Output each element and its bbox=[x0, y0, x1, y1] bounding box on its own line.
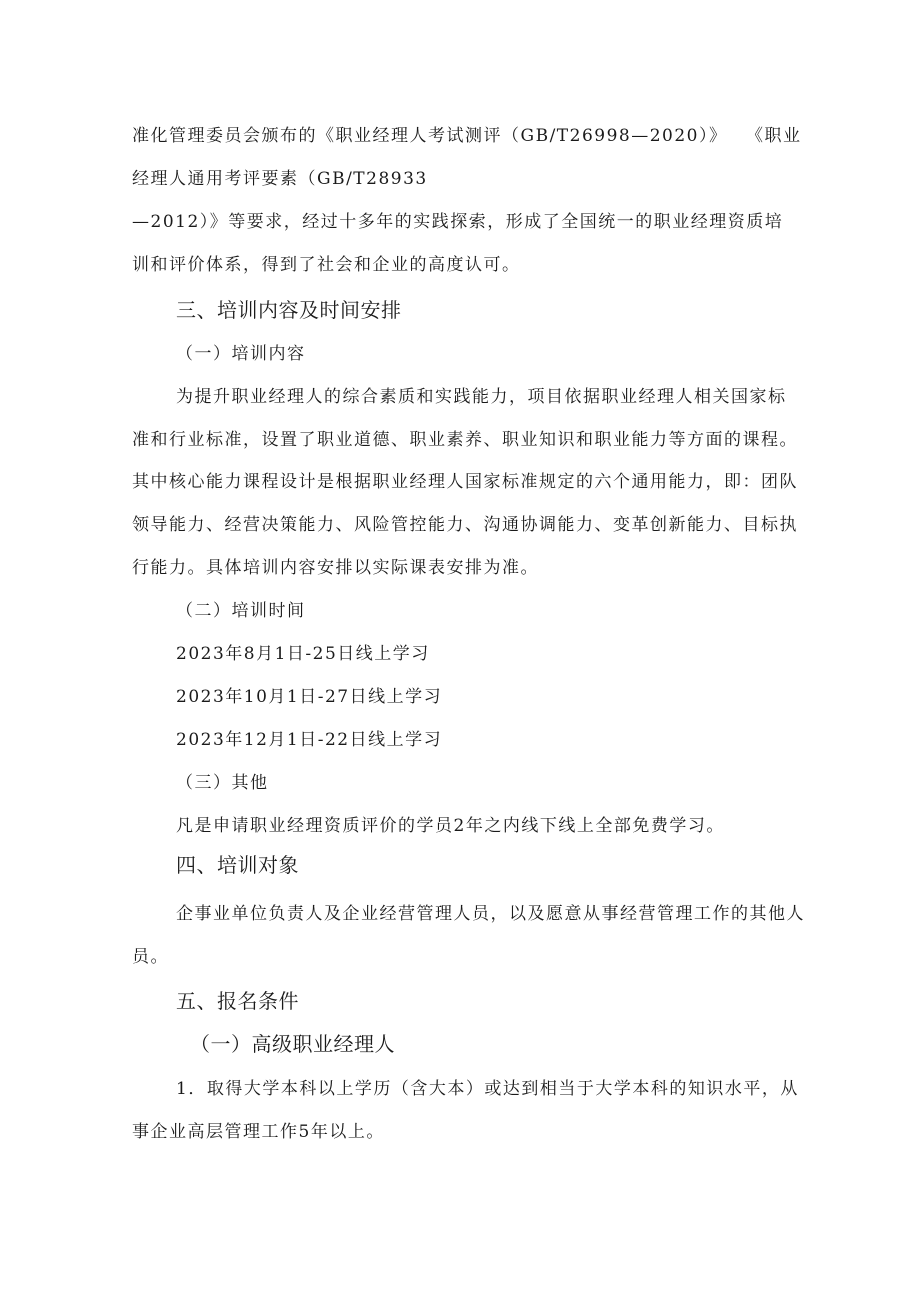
training-date-2: 2023年10月1日-27日线上学习 bbox=[176, 687, 443, 707]
training-date-1: 2023年8月1日-25日线上学习 bbox=[176, 644, 430, 664]
section-5-title: 五、报名条件 bbox=[176, 989, 299, 1013]
section-4-title: 四、培训对象 bbox=[176, 853, 299, 877]
section-3-sub-1-line-5: 行能力。具体培训内容安排以实际课表安排为准。 bbox=[132, 558, 539, 578]
section-5-sub-1-title: （一）高级职业经理人 bbox=[190, 1032, 395, 1056]
section-3-sub-1-line-3: 其中核心能力课程设计是根据职业经理人国家标准规定的六个通用能力，即：团队 bbox=[132, 472, 798, 492]
section-5-item-1-line-2: 事企业高层管理工作5年以上。 bbox=[132, 1122, 385, 1142]
section-3-title: 三、培训内容及时间安排 bbox=[176, 298, 402, 322]
section-3-sub-3-text: 凡是申请职业经理资质评价的学员2年之内线下线上全部免费学习。 bbox=[176, 816, 725, 836]
training-date-3: 2023年12月1日-22日线上学习 bbox=[176, 730, 443, 750]
section-4-line-2: 员。 bbox=[132, 947, 169, 967]
intro-line-3: —2012）》等要求，经过十多年的实践探索，形成了全国统一的职业经理资质培 bbox=[132, 212, 784, 232]
section-3-sub-1-title: （一）培训内容 bbox=[176, 344, 306, 364]
intro-line-2: 经理人通用考评要素（GB/T28933 bbox=[132, 169, 428, 189]
section-3-sub-1-line-4: 领导能力、经营决策能力、风险管控能力、沟通协调能力、变革创新能力、目标执 bbox=[132, 515, 798, 535]
section-5-item-1-line-1: 1．取得大学本科以上学历（含大本）或达到相当于大学本科的知识水平，从 bbox=[176, 1079, 799, 1099]
section-3-sub-1-line-1: 为提升职业经理人的综合素质和实践能力，项目依据职业经理人相关国家标 bbox=[176, 387, 787, 407]
intro-line-4: 训和评价体系，得到了社会和企业的高度认可。 bbox=[132, 255, 521, 275]
section-4-line-1: 企事业单位负责人及企业经营管理人员，以及愿意从事经营管理工作的其他人 bbox=[176, 904, 805, 924]
section-3-sub-1-line-2: 准和行业标准，设置了职业道德、职业素养、职业知识和职业能力等方面的课程。 bbox=[132, 430, 798, 450]
section-3-sub-3-title: （三）其他 bbox=[176, 773, 269, 793]
intro-line-1-right: 《职业 bbox=[746, 126, 802, 146]
section-3-sub-2-title: （二）培训时间 bbox=[176, 601, 306, 621]
intro-line-1: 准化管理委员会颁布的《职业经理人考试测评（GB/T26998—2020）》 bbox=[132, 126, 728, 146]
